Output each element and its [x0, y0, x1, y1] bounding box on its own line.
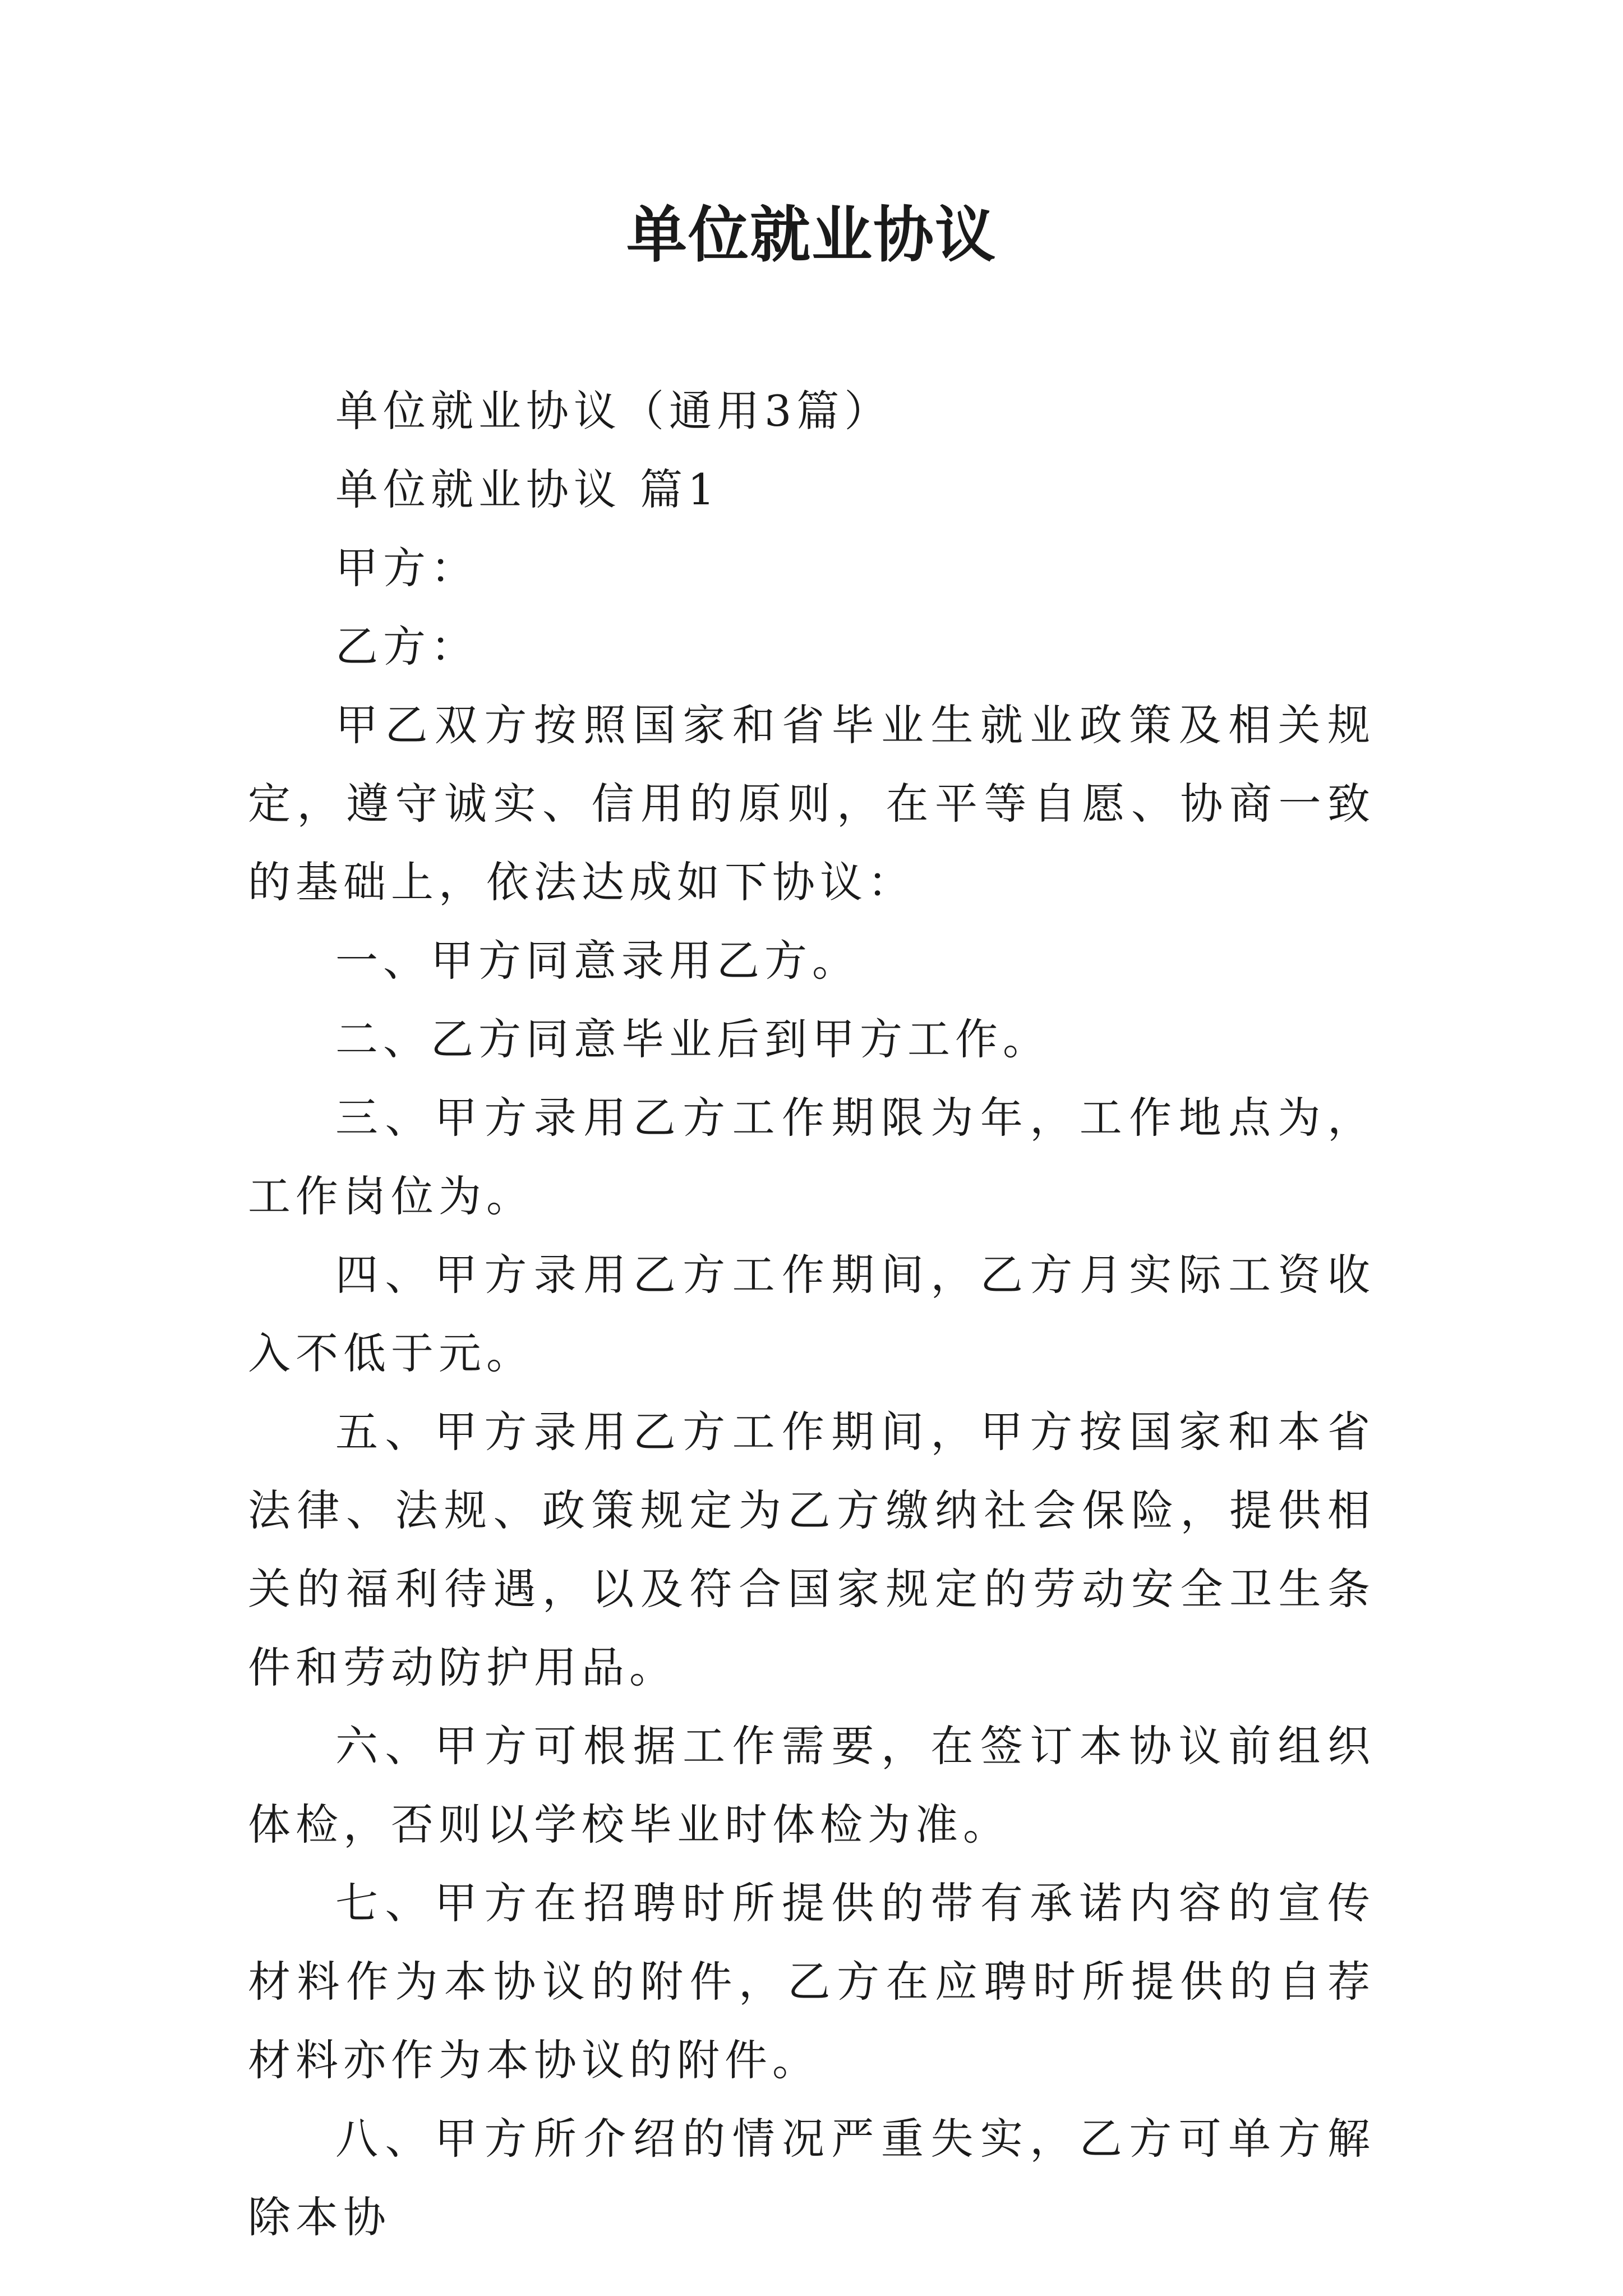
paragraph-clause-8: 八、甲方所介绍的情况严重失实，乙方可单方解除本协 [248, 2114, 1375, 2242]
paragraph-clause-1: 一、甲方同意录用乙方。 [335, 936, 860, 986]
paragraph-preamble: 甲乙双方按照国家和省毕业生就业政策及相关规定，遵守诚实、信用的原则，在平等自愿、协商一致的基础上，依法达成如下协议： [248, 700, 1375, 907]
paragraph-subtitle: 单位就业协议（通用3篇） [335, 386, 892, 436]
paragraph-clause-4: 四、甲方录用乙方工作期间，乙方月实际工资收入不低于元。 [248, 1250, 1375, 1378]
paragraph-party-a: 甲方： [335, 543, 478, 593]
paragraph-clause-7: 七、甲方在招聘时所提供的带有承诺内容的宣传材料作为本协议的附件，乙方在应聘时所提供的自荐材料亦作为本协议的附件。 [248, 1878, 1375, 2085]
document-body [248, 372, 1375, 2257]
paragraph-clause-3: 三、甲方录用乙方工作期限为年，工作地点为，工作岗位为。 [248, 1093, 1375, 1221]
paragraph-section-heading: 单位就业协议 篇1 [335, 464, 720, 514]
paragraph-clause-2: 二、乙方同意毕业后到甲方工作。 [335, 1014, 1050, 1064]
paragraph-party-b: 乙方： [335, 622, 478, 671]
document-title: 单位就业协议 [626, 200, 997, 270]
paragraph-clause-5: 五、甲方录用乙方工作期间，甲方按国家和本省法律、法规、政策规定为乙方缴纳社会保险，提供相关的福利待遇，以及符合国家规定的劳动安全卫生条件和劳动防护用品。 [248, 1407, 1375, 1692]
paragraph-clause-6: 六、甲方可根据工作需要，在签订本协议前组织体检，否则以学校毕业时体检为准。 [248, 1721, 1375, 1849]
